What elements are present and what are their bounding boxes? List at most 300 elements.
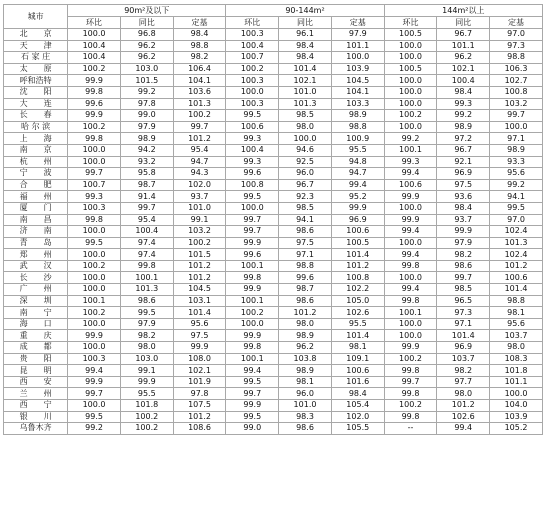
index-value-cell: 98.0	[490, 342, 543, 354]
index-value-cell: 101.5	[120, 75, 173, 87]
index-value-cell: 105.2	[490, 423, 543, 435]
index-value-cell: 99.9	[384, 342, 437, 354]
index-value-cell: 95.4	[173, 144, 226, 156]
index-value-cell: 94.1	[279, 214, 332, 226]
group-header-medium: 90-144m²	[226, 5, 384, 17]
index-value-cell: 100.0	[226, 86, 279, 98]
subcol-header: 环比	[226, 17, 279, 29]
header-row-groups	[4, 5, 543, 17]
index-value-cell: 99.9	[331, 202, 384, 214]
index-value-cell: 94.1	[490, 191, 543, 203]
index-value-cell: 96.2	[120, 40, 173, 52]
index-value-cell: 98.9	[437, 121, 490, 133]
index-value-cell: 98.6	[437, 260, 490, 272]
index-value-cell: 100.0	[384, 330, 437, 342]
city-name-cell: 广 州	[4, 284, 68, 296]
city-name-cell: 太 原	[4, 63, 68, 75]
table-row	[4, 249, 543, 261]
index-value-cell: 97.0	[490, 214, 543, 226]
index-value-cell: 100.0	[490, 121, 543, 133]
index-value-cell: 100.7	[68, 179, 121, 191]
index-value-cell: 100.0	[68, 156, 121, 168]
index-value-cell: 97.5	[437, 179, 490, 191]
table-row	[4, 179, 543, 191]
subcol-header: 同比	[437, 17, 490, 29]
index-value-cell: 99.8	[226, 272, 279, 284]
index-value-cell: 99.3	[226, 156, 279, 168]
subcol-header: 定基	[490, 17, 543, 29]
table-row	[4, 63, 543, 75]
index-value-cell: 99.2	[490, 179, 543, 191]
index-value-cell: 96.7	[279, 179, 332, 191]
index-value-cell: 94.6	[279, 144, 332, 156]
index-value-cell: 98.4	[279, 40, 332, 52]
index-value-cell: 99.9	[68, 376, 121, 388]
index-value-cell: 99.7	[226, 214, 279, 226]
index-value-cell: 101.8	[490, 365, 543, 377]
index-value-cell: 98.8	[490, 295, 543, 307]
index-value-cell: 99.9	[173, 342, 226, 354]
index-value-cell: 98.3	[279, 411, 332, 423]
index-value-cell: 100.2	[68, 307, 121, 319]
index-value-cell: 101.2	[173, 411, 226, 423]
index-value-cell: 98.6	[279, 226, 332, 238]
city-name-cell: 海 口	[4, 318, 68, 330]
index-value-cell: 92.3	[279, 191, 332, 203]
index-value-cell: 100.2	[384, 110, 437, 122]
index-value-cell: 101.8	[120, 400, 173, 412]
index-value-cell: 99.5	[226, 110, 279, 122]
index-value-cell: 100.0	[68, 284, 121, 296]
index-value-cell: 97.1	[490, 133, 543, 145]
index-value-cell: 94.7	[173, 156, 226, 168]
index-value-cell: 100.8	[226, 179, 279, 191]
index-value-cell: 100.9	[331, 133, 384, 145]
index-value-cell: 98.9	[490, 144, 543, 156]
index-value-cell: 99.9	[226, 284, 279, 296]
index-value-cell: 101.2	[437, 400, 490, 412]
index-value-cell: 95.6	[490, 318, 543, 330]
index-value-cell: 93.3	[490, 156, 543, 168]
index-value-cell: 104.0	[490, 400, 543, 412]
table-row	[4, 342, 543, 354]
index-value-cell: 100.6	[331, 226, 384, 238]
city-name-cell: 杭 州	[4, 156, 68, 168]
index-value-cell: 94.2	[120, 144, 173, 156]
index-value-cell: 96.5	[437, 295, 490, 307]
index-value-cell: 99.8	[384, 411, 437, 423]
index-value-cell: 98.5	[279, 110, 332, 122]
index-value-cell: 100.6	[384, 179, 437, 191]
index-value-cell: 101.0	[279, 86, 332, 98]
index-value-cell: 101.2	[331, 260, 384, 272]
index-value-cell: 100.0	[226, 202, 279, 214]
table-row	[4, 75, 543, 87]
index-value-cell: 103.9	[331, 63, 384, 75]
index-value-cell: 95.5	[120, 388, 173, 400]
index-value-cell: 97.9	[120, 121, 173, 133]
index-value-cell: 100.6	[331, 365, 384, 377]
index-value-cell: 98.8	[279, 260, 332, 272]
table-row	[4, 272, 543, 284]
index-value-cell: 104.5	[331, 75, 384, 87]
index-value-cell: 98.4	[173, 29, 226, 41]
table-row	[4, 260, 543, 272]
index-value-cell: 103.7	[437, 353, 490, 365]
index-value-cell: 98.0	[279, 318, 332, 330]
index-value-cell: 105.5	[331, 423, 384, 435]
table-row	[4, 52, 543, 64]
group-header-small: 90m²及以下	[68, 5, 226, 17]
index-value-cell: 99.9	[68, 330, 121, 342]
table-row	[4, 423, 543, 435]
index-value-cell: 100.0	[68, 226, 121, 238]
index-value-cell: 98.9	[279, 330, 332, 342]
city-name-cell: 合 肥	[4, 179, 68, 191]
index-value-cell: 99.9	[120, 376, 173, 388]
index-value-cell: 99.4	[384, 284, 437, 296]
subcol-header: 同比	[279, 17, 332, 29]
index-value-cell: 100.8	[490, 86, 543, 98]
table-row	[4, 156, 543, 168]
index-value-cell: 98.8	[490, 52, 543, 64]
index-value-cell: 99.5	[226, 191, 279, 203]
index-value-cell: 100.0	[384, 272, 437, 284]
index-value-cell: 102.1	[279, 75, 332, 87]
index-value-cell: 100.1	[120, 272, 173, 284]
index-value-cell: 99.0	[226, 423, 279, 435]
city-name-cell: 南 宁	[4, 307, 68, 319]
index-value-cell: 105.4	[331, 400, 384, 412]
index-value-cell: 100.2	[226, 63, 279, 75]
index-value-cell: 99.5	[120, 307, 173, 319]
index-value-cell: 99.8	[226, 342, 279, 354]
index-value-cell: 99.7	[384, 376, 437, 388]
table-row	[4, 40, 543, 52]
index-value-cell: 101.4	[173, 307, 226, 319]
index-value-cell: 97.2	[437, 133, 490, 145]
city-name-cell: 深 圳	[4, 295, 68, 307]
table-row	[4, 98, 543, 110]
city-name-cell: 哈 尔 滨	[4, 121, 68, 133]
index-value-cell: 98.2	[173, 52, 226, 64]
table-row	[4, 400, 543, 412]
index-value-cell: 100.2	[120, 411, 173, 423]
city-name-cell: 贵 阳	[4, 353, 68, 365]
index-value-cell: 98.1	[490, 307, 543, 319]
city-name-cell: 乌鲁木齐	[4, 423, 68, 435]
subcol-header: 同比	[120, 17, 173, 29]
index-value-cell: 97.9	[120, 318, 173, 330]
index-value-cell: 100.2	[384, 353, 437, 365]
index-value-cell: 99.8	[384, 295, 437, 307]
table-row	[4, 307, 543, 319]
city-name-cell: 兰 州	[4, 388, 68, 400]
index-value-cell: 100.5	[384, 63, 437, 75]
index-value-cell: 100.0	[68, 400, 121, 412]
index-value-cell: 99.7	[68, 388, 121, 400]
index-value-cell: 97.4	[120, 237, 173, 249]
city-name-cell: 厦 门	[4, 202, 68, 214]
city-name-cell: 昆 明	[4, 365, 68, 377]
index-value-cell: 101.1	[437, 40, 490, 52]
city-name-cell: 长 春	[4, 110, 68, 122]
index-value-cell: 99.4	[384, 226, 437, 238]
index-value-cell: 98.6	[279, 423, 332, 435]
index-value-cell: 99.8	[384, 365, 437, 377]
index-value-cell: 97.3	[490, 40, 543, 52]
index-value-cell: 99.9	[384, 191, 437, 203]
city-name-cell: 济 南	[4, 226, 68, 238]
index-value-cell: 99.8	[384, 388, 437, 400]
index-value-cell: 102.0	[173, 179, 226, 191]
index-value-cell: 99.7	[490, 110, 543, 122]
subcol-header: 定基	[331, 17, 384, 29]
index-value-cell: 102.1	[437, 63, 490, 75]
index-value-cell: 100.4	[68, 52, 121, 64]
index-value-cell: 98.0	[279, 121, 332, 133]
index-value-cell: 99.9	[437, 226, 490, 238]
table-row	[4, 237, 543, 249]
index-value-cell: 96.2	[120, 52, 173, 64]
index-value-cell: 101.0	[279, 400, 332, 412]
city-name-cell: 成 都	[4, 342, 68, 354]
index-value-cell: 99.6	[226, 168, 279, 180]
index-value-cell: 103.8	[279, 353, 332, 365]
index-value-cell: 100.4	[120, 226, 173, 238]
index-value-cell: 99.6	[68, 98, 121, 110]
index-value-cell: 98.8	[331, 121, 384, 133]
index-value-cell: 97.5	[173, 330, 226, 342]
index-value-cell: 99.9	[68, 75, 121, 87]
index-value-cell: 96.7	[437, 144, 490, 156]
city-name-cell: 银 川	[4, 411, 68, 423]
index-value-cell: 99.9	[68, 110, 121, 122]
table-row	[4, 202, 543, 214]
index-value-cell: 99.7	[226, 388, 279, 400]
price-index-table	[3, 4, 543, 435]
index-value-cell: 103.7	[490, 330, 543, 342]
index-value-cell: 99.5	[226, 411, 279, 423]
index-value-cell: 99.2	[384, 133, 437, 145]
table-row	[4, 353, 543, 365]
index-value-cell: 99.3	[384, 156, 437, 168]
index-value-cell: 102.4	[490, 226, 543, 238]
index-value-cell: 99.4	[331, 179, 384, 191]
index-value-cell: 100.2	[68, 63, 121, 75]
index-value-cell: 99.8	[68, 133, 121, 145]
index-value-cell: 95.6	[490, 168, 543, 180]
index-value-cell: 97.7	[437, 376, 490, 388]
index-value-cell: 97.3	[437, 307, 490, 319]
index-value-cell: 100.0	[384, 40, 437, 52]
index-value-cell: 99.1	[173, 214, 226, 226]
index-value-cell: 101.3	[279, 98, 332, 110]
city-name-cell: 福 州	[4, 191, 68, 203]
index-value-cell: 103.0	[120, 63, 173, 75]
index-value-cell: 100.2	[173, 110, 226, 122]
index-value-cell: 98.2	[437, 365, 490, 377]
index-value-cell: 101.2	[490, 260, 543, 272]
index-value-cell: 100.1	[226, 295, 279, 307]
index-value-cell: 99.5	[68, 411, 121, 423]
index-value-cell: 101.3	[173, 98, 226, 110]
index-value-cell: 100.0	[384, 98, 437, 110]
index-value-cell: 100.1	[226, 260, 279, 272]
table-row	[4, 365, 543, 377]
index-value-cell: 95.5	[331, 318, 384, 330]
index-value-cell: 96.9	[437, 168, 490, 180]
subcol-header: 环比	[68, 17, 121, 29]
index-value-cell: 98.1	[331, 342, 384, 354]
index-value-cell: 95.8	[120, 168, 173, 180]
index-value-cell: 98.4	[437, 86, 490, 98]
index-value-cell: 99.2	[68, 423, 121, 435]
index-value-cell: 102.6	[331, 307, 384, 319]
table-row	[4, 376, 543, 388]
index-value-cell: 100.3	[68, 202, 121, 214]
index-value-cell: 99.8	[68, 86, 121, 98]
city-name-cell: 天 津	[4, 40, 68, 52]
index-value-cell: 108.6	[173, 423, 226, 435]
city-name-cell: 宁 波	[4, 168, 68, 180]
index-value-cell: 94.3	[173, 168, 226, 180]
index-value-cell: 104.1	[173, 75, 226, 87]
index-value-cell: 101.0	[173, 202, 226, 214]
index-value-cell: 101.2	[279, 307, 332, 319]
index-value-cell: 99.5	[490, 202, 543, 214]
index-value-cell: 100.1	[226, 353, 279, 365]
index-value-cell: 93.2	[120, 156, 173, 168]
index-value-cell: 100.3	[226, 29, 279, 41]
city-name-cell: 青 岛	[4, 237, 68, 249]
table-row	[4, 86, 543, 98]
index-value-cell: 101.4	[490, 284, 543, 296]
index-value-cell: 100.2	[120, 423, 173, 435]
table-row	[4, 191, 543, 203]
index-value-cell: 98.0	[437, 388, 490, 400]
index-value-cell: 97.0	[490, 29, 543, 41]
index-value-cell: 99.3	[68, 191, 121, 203]
index-value-cell: 99.7	[120, 202, 173, 214]
index-value-cell: 99.9	[226, 237, 279, 249]
index-value-cell: 100.0	[68, 342, 121, 354]
index-value-cell: 99.4	[226, 365, 279, 377]
index-value-cell: 97.5	[279, 237, 332, 249]
index-value-cell: 101.9	[173, 376, 226, 388]
index-value-cell: 100.2	[68, 260, 121, 272]
index-value-cell: 92.5	[279, 156, 332, 168]
index-value-cell: 99.4	[68, 365, 121, 377]
city-name-cell: 南 京	[4, 144, 68, 156]
city-name-cell: 上 海	[4, 133, 68, 145]
index-value-cell: 104.1	[331, 86, 384, 98]
index-value-cell: 99.7	[437, 272, 490, 284]
index-value-cell: 107.5	[173, 400, 226, 412]
index-value-cell: 103.6	[173, 86, 226, 98]
index-value-cell: 100.4	[226, 144, 279, 156]
table-row	[4, 411, 543, 423]
index-value-cell: 96.8	[120, 29, 173, 41]
index-value-cell: 100.7	[226, 52, 279, 64]
index-value-cell: 99.7	[68, 168, 121, 180]
table-row	[4, 330, 543, 342]
index-value-cell: 99.4	[384, 168, 437, 180]
index-value-cell: 102.2	[331, 284, 384, 296]
index-value-cell: 106.3	[490, 63, 543, 75]
index-value-cell: 100.8	[331, 272, 384, 284]
index-value-cell: 100.0	[384, 121, 437, 133]
index-value-cell: 99.4	[384, 249, 437, 261]
table-row	[4, 388, 543, 400]
index-value-cell: 99.0	[120, 110, 173, 122]
price-index-table-wrapper	[3, 4, 543, 435]
city-column-header: 城市	[4, 5, 68, 29]
index-value-cell: 102.0	[331, 411, 384, 423]
table-row	[4, 214, 543, 226]
index-value-cell: 99.2	[437, 110, 490, 122]
index-value-cell: 100.0	[384, 75, 437, 87]
index-value-cell: 98.5	[279, 202, 332, 214]
city-name-cell: 呼和浩特	[4, 75, 68, 87]
table-row	[4, 110, 543, 122]
index-value-cell: 105.0	[331, 295, 384, 307]
index-value-cell: 101.2	[173, 272, 226, 284]
index-value-cell: 96.1	[279, 29, 332, 41]
index-value-cell: 100.0	[384, 318, 437, 330]
table-row	[4, 144, 543, 156]
index-value-cell: 99.8	[68, 214, 121, 226]
index-value-cell: 101.2	[173, 133, 226, 145]
index-value-cell: 98.9	[279, 365, 332, 377]
index-value-cell: 103.3	[331, 98, 384, 110]
index-value-cell: 100.0	[384, 52, 437, 64]
table-row	[4, 284, 543, 296]
index-value-cell: 98.9	[331, 110, 384, 122]
index-value-cell: 100.2	[226, 307, 279, 319]
index-value-cell: 97.8	[120, 98, 173, 110]
index-value-cell: 100.5	[384, 29, 437, 41]
city-name-cell: 西 安	[4, 376, 68, 388]
index-value-cell: 99.9	[226, 330, 279, 342]
index-value-cell: 98.2	[437, 249, 490, 261]
index-value-cell: 95.4	[120, 214, 173, 226]
index-value-cell: 100.4	[226, 40, 279, 52]
index-value-cell: 91.4	[120, 191, 173, 203]
index-value-cell: 97.8	[173, 388, 226, 400]
index-value-cell: 101.4	[331, 249, 384, 261]
index-value-cell: 103.9	[490, 411, 543, 423]
index-value-cell: 98.9	[120, 133, 173, 145]
index-value-cell: 95.2	[331, 191, 384, 203]
index-value-cell: 100.0	[68, 144, 121, 156]
index-value-cell: 99.9	[384, 214, 437, 226]
city-name-cell: 石 家 庄	[4, 52, 68, 64]
index-value-cell: 101.4	[331, 330, 384, 342]
index-value-cell: 103.2	[173, 226, 226, 238]
table-row	[4, 318, 543, 330]
index-value-cell: 101.2	[173, 260, 226, 272]
header-row-subcolumns	[4, 17, 543, 29]
index-value-cell: 100.3	[68, 353, 121, 365]
index-value-cell: 98.7	[120, 179, 173, 191]
index-value-cell: 97.1	[279, 249, 332, 261]
index-value-cell: 100.0	[490, 388, 543, 400]
index-value-cell: 100.0	[68, 272, 121, 284]
index-value-cell: 100.0	[279, 133, 332, 145]
index-value-cell: 99.8	[384, 260, 437, 272]
table-row	[4, 29, 543, 41]
